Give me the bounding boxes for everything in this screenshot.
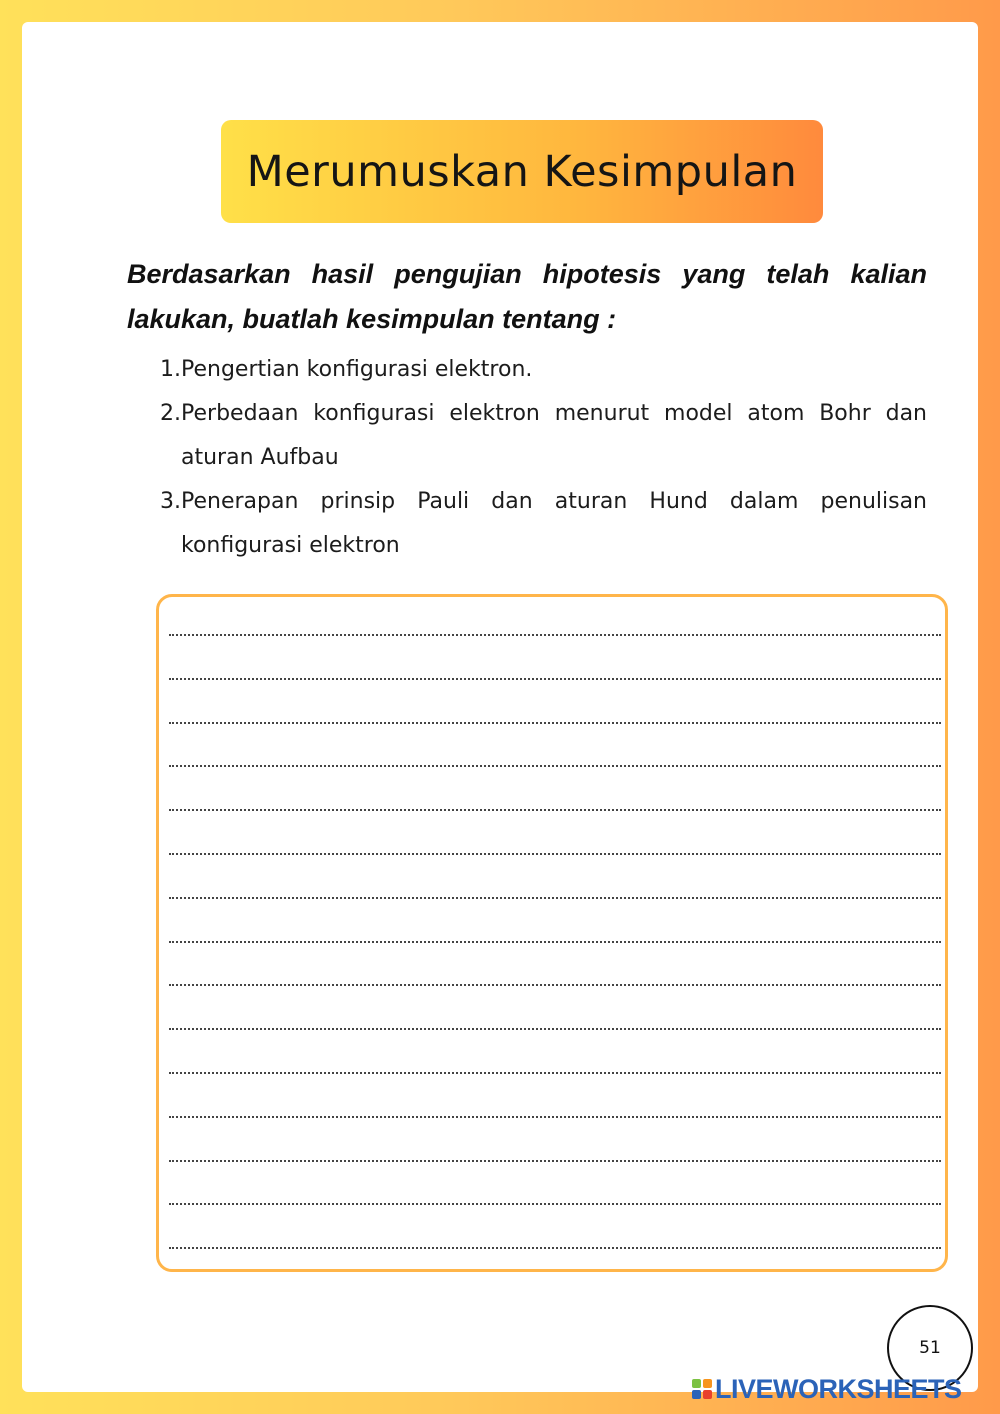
watermark bbox=[692, 1374, 962, 1404]
answer-line[interactable] bbox=[169, 1247, 941, 1249]
list-item bbox=[152, 392, 927, 480]
logo-square-orange bbox=[703, 1379, 712, 1388]
answer-line[interactable] bbox=[169, 853, 941, 855]
task-text: Penerapan prinsip Pauli dan aturan Hund dalam penulisan konfigurasi elektron bbox=[181, 489, 927, 558]
answer-line[interactable] bbox=[169, 765, 941, 767]
worksheet-page bbox=[22, 22, 978, 1392]
page-title: Merumuskan Kesimpulan bbox=[246, 146, 798, 197]
answer-line[interactable] bbox=[169, 1072, 941, 1074]
logo-square-green bbox=[692, 1379, 701, 1388]
list-item bbox=[152, 348, 927, 392]
task-text: Pengertian konfigurasi elektron. bbox=[181, 357, 533, 382]
title-banner bbox=[221, 120, 823, 223]
page-number: 51 bbox=[919, 1338, 941, 1358]
answer-line[interactable] bbox=[169, 634, 941, 636]
logo-square-blue bbox=[692, 1390, 701, 1399]
task-number: 2. bbox=[160, 401, 181, 426]
instruction-text: Berdasarkan hasil pengujian hipotesis yang telah kalian lakukan, buatlah kesimpulan tentang : bbox=[127, 259, 927, 334]
answer-line[interactable] bbox=[169, 1116, 941, 1118]
answer-line[interactable] bbox=[169, 809, 941, 811]
watermark-text: LIVEWORKSHEETS bbox=[715, 1373, 962, 1404]
answer-line[interactable] bbox=[169, 984, 941, 986]
answer-line[interactable] bbox=[169, 722, 941, 724]
answer-line[interactable] bbox=[169, 897, 941, 899]
answer-line[interactable] bbox=[169, 1028, 941, 1030]
list-item bbox=[152, 480, 927, 568]
answer-box[interactable] bbox=[156, 594, 948, 1272]
logo-square-red bbox=[703, 1390, 712, 1399]
liveworksheets-logo-icon bbox=[692, 1379, 712, 1399]
task-number: 3. bbox=[160, 489, 181, 514]
answer-line[interactable] bbox=[169, 941, 941, 943]
answer-line[interactable] bbox=[169, 678, 941, 680]
task-text: Perbedaan konfigurasi elektron menurut model atom Bohr dan aturan Aufbau bbox=[181, 401, 927, 470]
task-list bbox=[152, 348, 927, 568]
task-number: 1. bbox=[160, 357, 181, 382]
answer-line[interactable] bbox=[169, 1160, 941, 1162]
answer-line[interactable] bbox=[169, 1203, 941, 1205]
